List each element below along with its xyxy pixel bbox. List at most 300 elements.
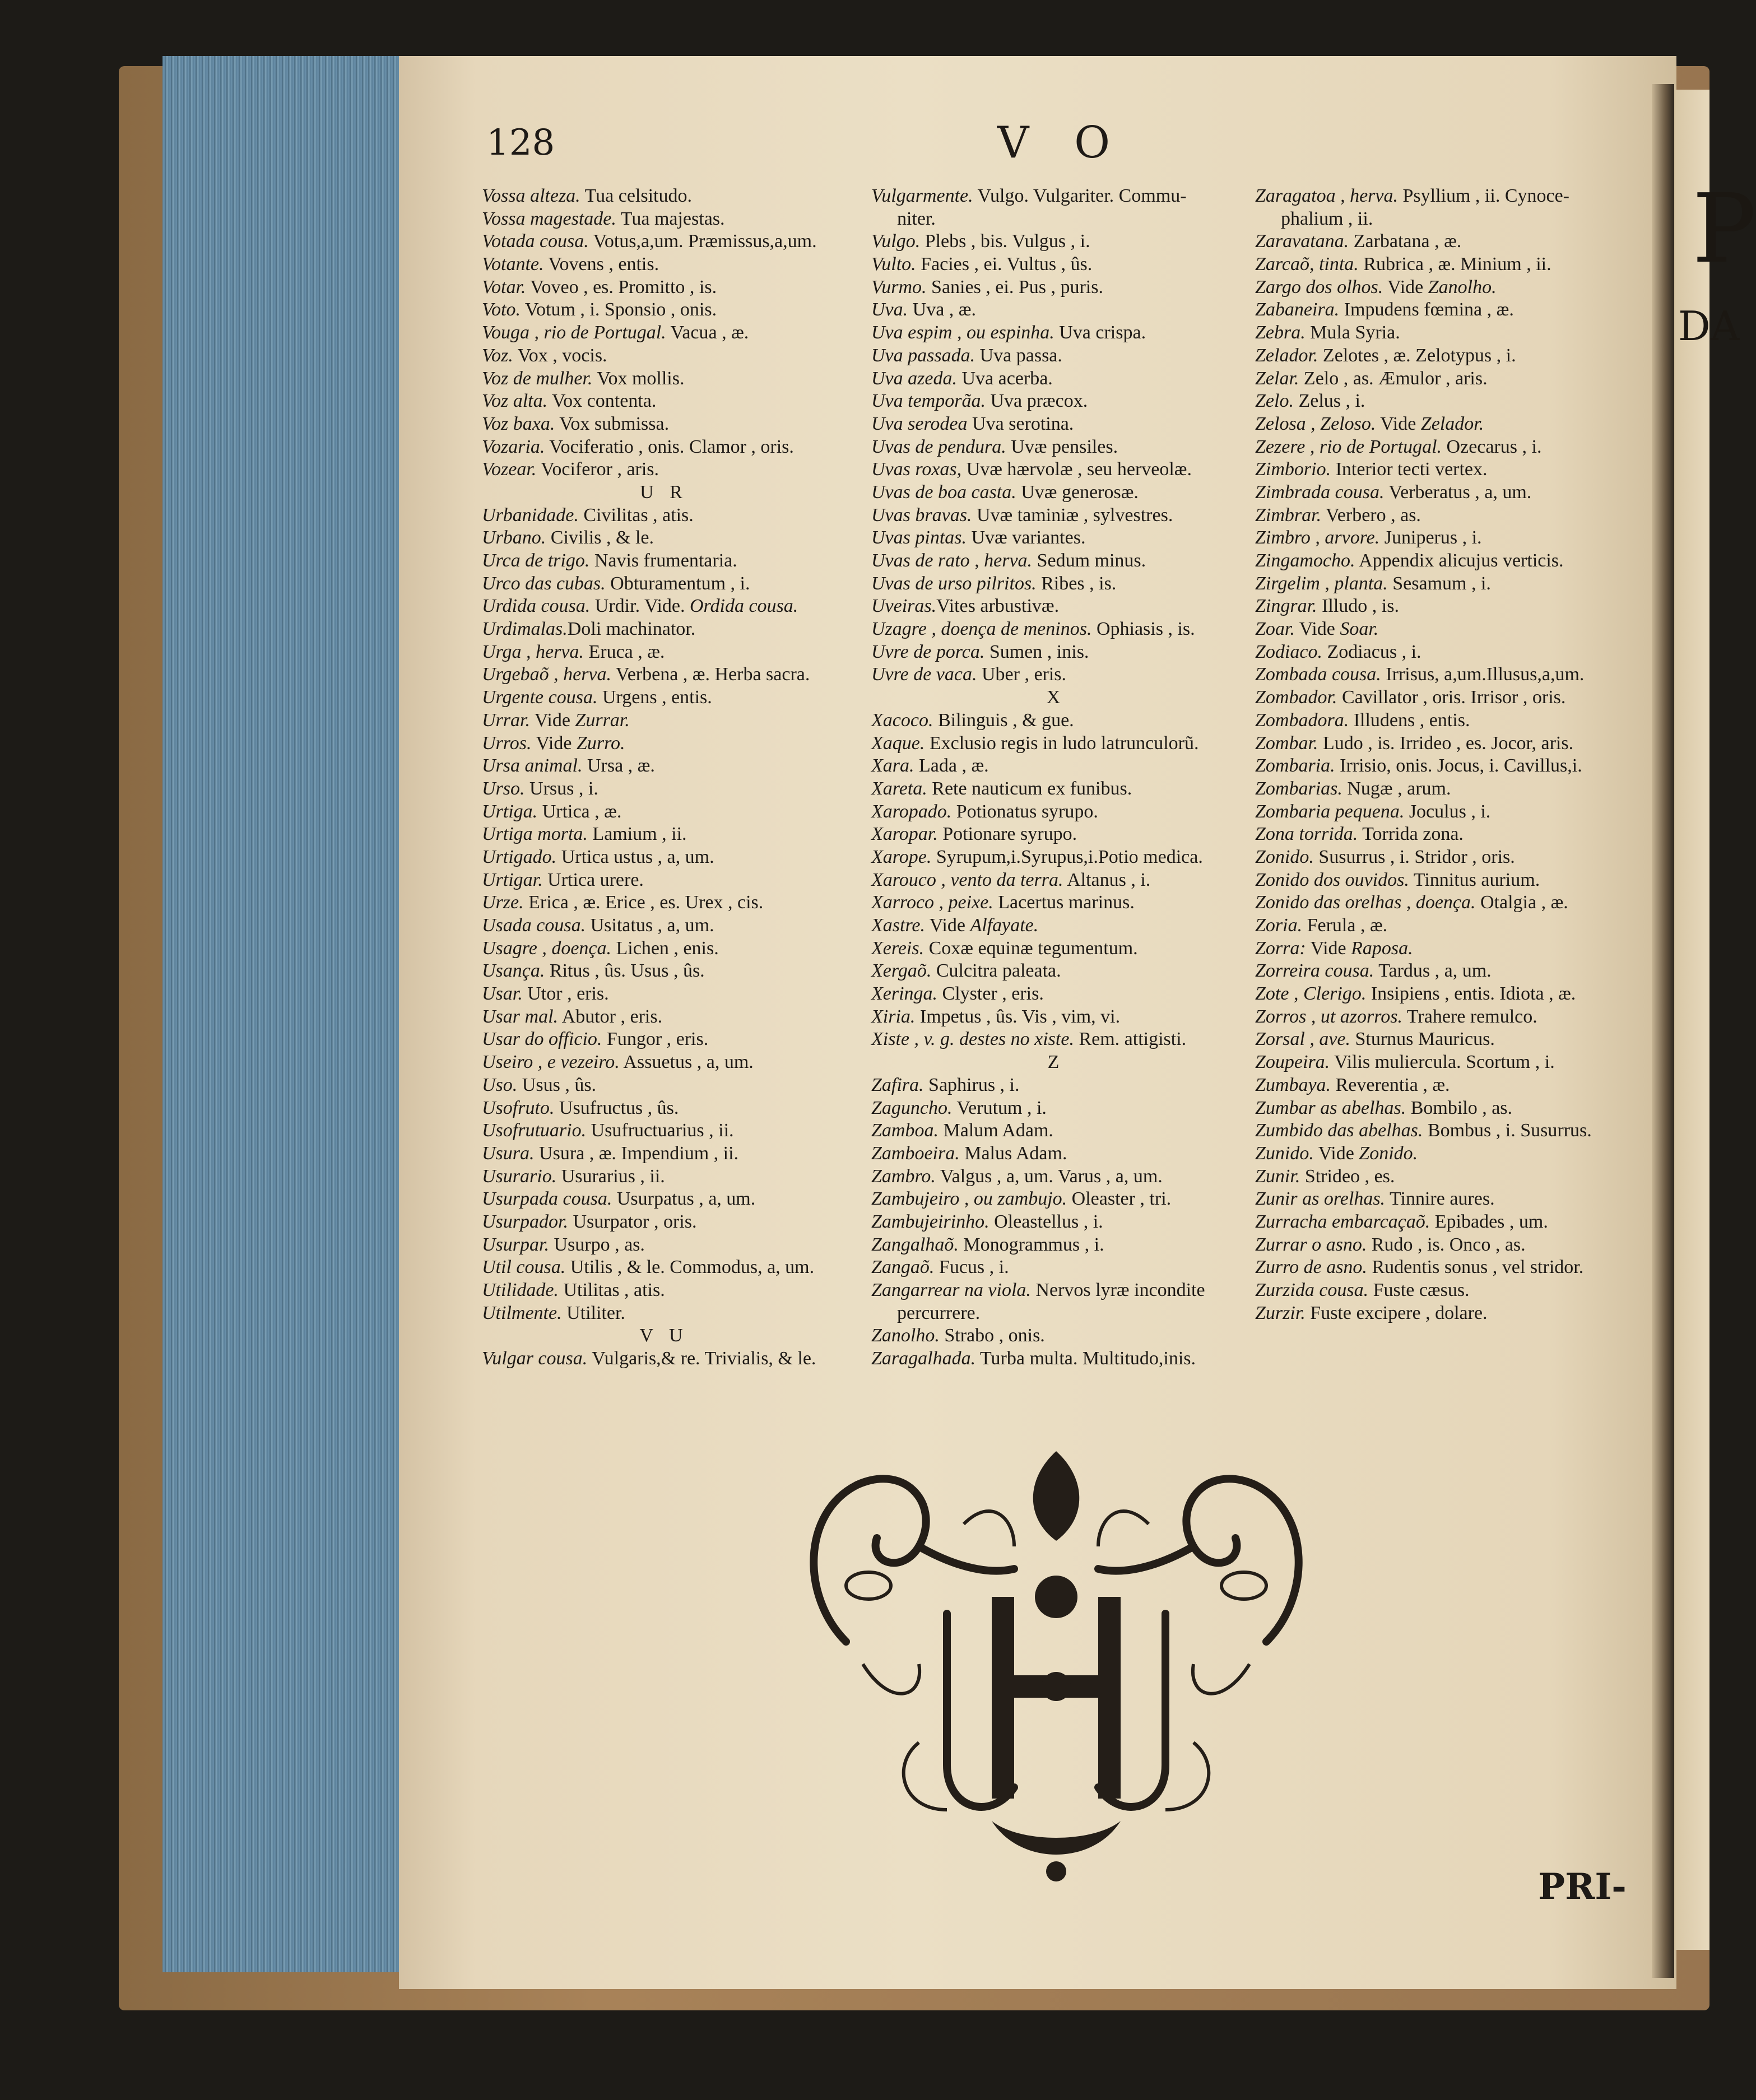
entry-definition: Verbena , æ. Herba sacra.	[611, 664, 810, 685]
entry-definition: Vide	[1313, 1142, 1359, 1164]
dictionary-entry	[482, 960, 846, 983]
entry-definition: Rete nauticum ex funibus.	[927, 778, 1132, 799]
entry-headword: Urze.	[482, 892, 524, 913]
entry-cross-reference: Zurrar.	[575, 709, 630, 731]
entry-definition: Mula Syria.	[1305, 322, 1400, 343]
dictionary-entry	[1255, 778, 1592, 801]
entry-headword: Vozear.	[482, 459, 537, 480]
entry-headword: Vulgarmente.	[871, 185, 973, 206]
entry-definition: Utiliter.	[561, 1302, 625, 1323]
entry-headword: Zamboeira.	[871, 1142, 960, 1164]
dictionary-entry	[871, 390, 1241, 413]
entry-definition: Uva serotina.	[967, 413, 1074, 434]
entry-headword: Urbano.	[482, 527, 546, 549]
entry-definition: Uber , eris.	[977, 664, 1067, 685]
entry-headword: Xaropar.	[871, 824, 938, 845]
entry-headword: Uvas de rato , herva.	[871, 550, 1033, 571]
dictionary-entry	[482, 801, 846, 824]
entry-definition: Vilis muliercula. Scortum , i.	[1330, 1052, 1555, 1073]
dictionary-entry	[871, 846, 1241, 869]
entry-headword: Zingrar.	[1255, 596, 1317, 617]
dictionary-entry	[482, 230, 846, 253]
entry-definition: Rudo , is. Onco , as.	[1367, 1234, 1526, 1255]
entry-definition: Rem. attigisti.	[1074, 1029, 1187, 1050]
entry-definition: Sedum minus.	[1032, 550, 1146, 571]
entry-headword: Usurpada cousa.	[482, 1188, 612, 1210]
entry-definition: Potionatus syrupo.	[951, 801, 1098, 822]
dictionary-entry	[482, 413, 846, 436]
entry-definition: Lada , æ.	[914, 755, 989, 777]
dictionary-entry	[871, 869, 1241, 892]
dictionary-entry	[871, 1142, 1241, 1165]
entry-headword: Uvre de porca.	[871, 641, 985, 662]
entry-headword: Vurmo.	[871, 276, 927, 298]
entry-definition: Turba multa. Multitudo,inis.	[975, 1348, 1196, 1369]
entry-definition: Tua majestas.	[616, 208, 725, 229]
entry-headword: Zonido.	[1255, 846, 1314, 867]
entry-headword: Urdida cousa.	[482, 596, 591, 617]
entry-definition: Uvæ taminiæ , sylvestres.	[972, 504, 1173, 526]
entry-definition: Zarbatana , æ.	[1349, 231, 1462, 252]
dictionary-entry	[482, 322, 846, 345]
entry-definition: Navis frumentaria.	[589, 550, 737, 571]
dictionary-entry	[1255, 1074, 1592, 1097]
dictionary-entry	[1255, 527, 1592, 550]
entry-definition: Usus , ûs.	[517, 1074, 597, 1095]
dictionary-entry	[1255, 185, 1592, 208]
dictionary-entry	[1255, 230, 1592, 253]
entry-definition: Usura , æ. Impendium , ii.	[534, 1142, 739, 1164]
entry-definition: Rudentis sonus , vel stridor.	[1367, 1257, 1584, 1278]
entry-headword: Urgebaõ , herva.	[482, 664, 612, 685]
dictionary-entry	[871, 550, 1241, 573]
entry-headword: Urtigar.	[482, 869, 543, 890]
dictionary-entry	[871, 208, 1241, 231]
entry-definition: Ursa , æ.	[582, 755, 655, 777]
dictionary-entry	[482, 208, 846, 231]
entry-headword: Vulgar cousa.	[482, 1348, 588, 1369]
entry-headword: Uva passada.	[871, 345, 975, 366]
entry-definition: Verberatus , a, um.	[1384, 481, 1532, 503]
entry-definition: Exclusio regis in ludo latrunculorũ.	[925, 732, 1199, 754]
entry-headword: Zurrar o asno.	[1255, 1234, 1367, 1255]
entry-headword: Zambujeirinho.	[871, 1211, 990, 1232]
entry-definition: Ribes , is.	[1036, 573, 1117, 594]
entry-definition: Oleaster , tri.	[1067, 1188, 1172, 1210]
entry-headword: Voz de mulher.	[482, 368, 593, 389]
entry-cross-reference: Alfayate.	[970, 915, 1039, 936]
dictionary-entry	[1255, 801, 1592, 824]
entry-definition: Vox contenta.	[547, 391, 657, 412]
entry-headword: Uveiras.	[871, 596, 937, 617]
entry-headword: Zunir.	[1255, 1165, 1300, 1187]
entry-headword: Xiria.	[871, 1006, 916, 1027]
entry-headword: Xara.	[871, 755, 914, 777]
woodcut-ornament	[779, 1429, 1334, 1888]
entry-headword: Xarope.	[871, 846, 932, 867]
dictionary-entry	[482, 641, 846, 664]
entry-definition: Vociferatio , onis. Clamor , oris.	[545, 436, 794, 457]
entry-definition: Vide	[1294, 619, 1340, 640]
entry-headword: Zombador.	[1255, 687, 1337, 708]
entry-headword: Zorsal , ave.	[1255, 1029, 1350, 1050]
entry-definition: Sesamum , i.	[1387, 573, 1491, 594]
dictionary-entry	[1255, 1119, 1592, 1142]
entry-definition: Vovens , entis.	[543, 254, 659, 275]
entry-definition: Reverentia , æ.	[1331, 1074, 1450, 1095]
dictionary-entry	[482, 1119, 846, 1142]
dictionary-entry	[871, 322, 1241, 345]
dictionary-entry	[482, 185, 846, 208]
entry-headword: Xareta.	[871, 778, 927, 799]
entry-headword: Voz baxa.	[482, 413, 555, 434]
entry-headword: Uva.	[871, 299, 908, 320]
entry-headword: Zombadora.	[1255, 709, 1349, 731]
entry-headword: Urtigado.	[482, 846, 557, 867]
dictionary-entry	[1255, 1234, 1592, 1257]
entry-definition: Sturnus Mauricus.	[1350, 1029, 1495, 1050]
entry-definition: Doli machinator.	[567, 619, 696, 640]
dictionary-entry	[1255, 1006, 1592, 1029]
dictionary-entry	[871, 1165, 1241, 1188]
dictionary-entry	[871, 914, 1241, 937]
dictionary-entry	[482, 527, 846, 550]
entry-definition: Voveo , es. Promitto , is.	[526, 276, 717, 298]
entry-definition: Susurrus , i. Stridor , oris.	[1313, 846, 1515, 867]
entry-definition: Tardus , a, um.	[1374, 960, 1492, 982]
entry-definition: Vide	[1306, 937, 1351, 959]
dictionary-entry	[482, 1279, 846, 1302]
entry-definition: Bilinguis , & gue.	[933, 709, 1074, 731]
entry-definition: Obturamentum , i.	[605, 573, 750, 594]
entry-headword: Zelo.	[1255, 391, 1294, 412]
dictionary-entry	[1255, 663, 1592, 686]
entry-headword: Usofrutuario.	[482, 1120, 587, 1141]
entry-headword: Util cousa.	[482, 1257, 566, 1278]
dictionary-entry	[1255, 504, 1592, 527]
dictionary-entry	[482, 1074, 846, 1097]
entry-definition: Interior tecti vertex.	[1331, 459, 1488, 480]
entry-definition: Nugæ , arum.	[1342, 778, 1451, 799]
dictionary-entry	[871, 345, 1241, 368]
entry-definition: Urtica ustus , a, um.	[556, 846, 714, 867]
dictionary-entry	[482, 368, 846, 391]
dictionary-entry	[482, 1188, 846, 1211]
entry-headword: Usar do officio.	[482, 1029, 602, 1050]
entry-headword: Votar.	[482, 276, 526, 298]
entry-definition: Urtica , æ.	[537, 801, 622, 822]
section-letter-heading: Z	[1047, 1052, 1065, 1073]
dictionary-entry	[871, 595, 1241, 618]
entry-headword: Zombar.	[1255, 732, 1318, 754]
dictionary-entry	[482, 891, 846, 914]
dictionary-entry	[1255, 686, 1592, 709]
entry-definition: Torrida zona.	[1358, 824, 1464, 845]
entry-headword: Uvre de vaca.	[871, 664, 977, 685]
dictionary-entry	[871, 230, 1241, 253]
dictionary-entry	[482, 1256, 846, 1279]
dictionary-entry	[482, 436, 846, 459]
entry-headword: Usurario.	[482, 1165, 557, 1187]
entry-definition: Bombus , i. Susurrus.	[1423, 1120, 1592, 1141]
dictionary-entry	[482, 778, 846, 801]
entry-definition: Vulgo. Vulgariter. Commu-	[973, 185, 1187, 206]
entry-headword: Voto.	[482, 299, 521, 320]
entry-headword: Zezere , rio de Portugal.	[1255, 436, 1442, 457]
entry-definition: Coxæ equinæ tegumentum.	[924, 937, 1138, 959]
entry-headword: Zaguncho.	[871, 1097, 953, 1118]
entry-definition: Facies , ei. Vultus , ûs.	[916, 254, 1093, 275]
page-block-edge	[162, 56, 406, 1972]
entry-headword: Uva temporãa.	[871, 391, 986, 412]
entry-definition: Usufructuarius , ii.	[586, 1120, 734, 1141]
dictionary-entry	[871, 1097, 1241, 1120]
entry-definition: Uvæ hærvolæ , seu herveolæ.	[961, 459, 1192, 480]
entry-definition: Juniperus , i.	[1379, 527, 1482, 549]
entry-definition: Tua celsitudo.	[580, 185, 692, 206]
entry-headword: Zimbrar.	[1255, 504, 1322, 526]
dictionary-entry	[1255, 550, 1592, 573]
entry-definition: Ritus , ûs. Usus , ûs.	[545, 960, 705, 982]
entry-headword: Uso.	[482, 1074, 518, 1095]
entry-definition: Irrisus, a,um.Illusus,a,um.	[1381, 664, 1585, 685]
entry-definition: Sanies , ei. Pus , puris.	[926, 276, 1103, 298]
dictionary-entry	[1255, 1165, 1592, 1188]
running-head: V O	[997, 118, 1126, 168]
dictionary-entry	[1255, 983, 1592, 1006]
dictionary-entry	[482, 504, 846, 527]
entry-headword: Xereis.	[871, 937, 925, 959]
entry-headword: Voz.	[482, 345, 513, 366]
dictionary-entry	[871, 663, 1241, 686]
entry-cross-reference: Zonido.	[1359, 1142, 1418, 1164]
entry-headword: Zorros , ut azorros.	[1255, 1006, 1402, 1027]
entry-headword: Xarroco , peixe.	[871, 892, 993, 913]
entry-definition: Votus,a,um. Præmissus,a,um.	[588, 231, 817, 252]
entry-headword: Urco das cubas.	[482, 573, 606, 594]
dictionary-entry	[1255, 732, 1592, 755]
entry-headword: Utilidade.	[482, 1280, 559, 1300]
entry-definition: Epibades , um.	[1430, 1211, 1548, 1232]
page-number: 128	[486, 122, 555, 164]
entry-cross-reference: Zanolho.	[1428, 276, 1497, 298]
dictionary-entry	[1255, 322, 1592, 345]
entry-headword: Usar mal.	[482, 1006, 559, 1027]
entry-headword: Zunido.	[1255, 1142, 1314, 1164]
dictionary-entry	[871, 413, 1241, 436]
entry-definition: Usurarius , ii.	[556, 1165, 665, 1187]
dictionary-entry	[482, 1165, 846, 1188]
entry-headword: Zimbro , arvore.	[1255, 527, 1380, 549]
entry-headword: Zurro de asno.	[1255, 1257, 1367, 1278]
entry-headword: Zombada cousa.	[1255, 664, 1381, 685]
entry-headword: Zoupeira.	[1255, 1052, 1330, 1073]
entry-definition: Saphirus , i.	[923, 1074, 1020, 1095]
entry-definition: Insipiens , entis. Idiota , æ.	[1366, 983, 1576, 1005]
entry-headword: Zarcaõ, tinta.	[1255, 254, 1359, 275]
dictionary-entry	[871, 823, 1241, 846]
entry-headword: Zaragatoa , herva.	[1255, 185, 1398, 206]
entry-definition: Vide	[925, 915, 970, 936]
entry-definition: Vox mollis.	[592, 368, 685, 389]
entry-definition: Assuetus , a, um.	[619, 1052, 754, 1073]
entry-headword: Xaque.	[871, 732, 925, 754]
entry-headword: Zangalhaõ.	[871, 1234, 959, 1255]
entry-headword: Usar.	[482, 983, 523, 1005]
dictionary-entry	[1255, 914, 1592, 937]
entry-headword: Zambro.	[871, 1165, 936, 1187]
dictionary-entry	[871, 618, 1241, 641]
dictionary-entry	[1255, 755, 1592, 778]
next-page-initial: P	[1692, 174, 1756, 285]
dictionary-entry	[482, 709, 846, 732]
entry-definition: Monogrammus , i.	[958, 1234, 1104, 1255]
entry-headword: Zanolho.	[871, 1325, 940, 1346]
entry-definition: Urgens , entis.	[597, 687, 712, 708]
entry-definition: Verbero , as.	[1321, 504, 1421, 526]
entry-headword: Zodiaco.	[1255, 641, 1322, 662]
dictionary-entry	[1255, 368, 1592, 391]
catchword: PRI-	[1538, 1866, 1627, 1908]
entry-headword: Uvas pintas.	[871, 527, 967, 549]
dictionary-entry	[871, 1211, 1241, 1234]
dictionary-entry	[482, 390, 846, 413]
section-letter-heading: V U	[639, 1325, 689, 1346]
entry-headword: Zorreira cousa.	[1255, 960, 1374, 982]
dictionary-entry	[482, 458, 846, 481]
dictionary-entry	[871, 504, 1241, 527]
entry-headword: Vulgo.	[871, 231, 921, 252]
entry-definition: Strabo , onis.	[939, 1325, 1045, 1346]
entry-definition: Uva , æ.	[908, 299, 976, 320]
dictionary-entry	[482, 732, 846, 755]
entry-definition: Syrupum,i.Syrupus,i.Potio medica.	[931, 846, 1203, 867]
dictionary-entry	[482, 1028, 846, 1051]
entry-definition: Fuste excipere , dolare.	[1305, 1302, 1488, 1323]
entry-definition: Psyllium , ii. Cynoce-	[1398, 185, 1569, 206]
entry-headword: Voz alta.	[482, 391, 548, 412]
entry-headword: Zelosa , Zeloso.	[1255, 413, 1376, 434]
dictionary-entry	[871, 983, 1241, 1006]
entry-headword: Zafira.	[871, 1074, 924, 1095]
entry-cross-reference: Soar.	[1340, 619, 1379, 640]
dictionary-entry	[482, 345, 846, 368]
dictionary-entry	[871, 458, 1241, 481]
entry-headword: Zelador.	[1255, 345, 1318, 366]
entry-headword: Zumbar as abelhas.	[1255, 1097, 1406, 1118]
entry-definition: Usurpo , as.	[549, 1234, 645, 1255]
dictionary-entry	[482, 983, 846, 1006]
book-gutter	[1652, 84, 1674, 1978]
dictionary-entry	[482, 253, 846, 276]
entry-headword: Xergaõ.	[871, 960, 932, 982]
entry-headword: Urga , herva.	[482, 641, 584, 662]
dictionary-entry	[1255, 1142, 1592, 1165]
entry-headword: Votada cousa.	[482, 231, 589, 252]
dictionary-entry	[482, 573, 846, 596]
entry-definition: Appendix alicujus verticis.	[1355, 550, 1564, 571]
dictionary-entry	[1255, 891, 1592, 914]
entry-definition: Uvæ variantes.	[967, 527, 1086, 549]
entry-headword: Xaropado.	[871, 801, 952, 822]
entry-definition: Vide	[529, 709, 575, 731]
dictionary-entry	[871, 276, 1241, 299]
entry-headword: Urros.	[482, 732, 532, 754]
entry-definition: Usurpator , oris.	[568, 1211, 697, 1232]
entry-headword: Uva serodea	[871, 413, 968, 434]
entry-headword: Xarouco , vento da terra.	[871, 869, 1063, 890]
entry-definition: Vulgaris,& re. Trivialis, & le.	[587, 1348, 816, 1369]
entry-headword: Urtiga.	[482, 801, 538, 822]
entry-headword: Uva azeda.	[871, 368, 957, 389]
dictionary-entry	[1255, 413, 1592, 436]
entry-definition: Impudens fœmina , æ.	[1339, 299, 1514, 320]
dictionary-entry	[871, 1348, 1241, 1370]
dictionary-entry	[482, 914, 846, 937]
dictionary-entry	[871, 709, 1241, 732]
dictionary-entry	[1255, 208, 1592, 231]
dictionary-entry	[871, 436, 1241, 459]
entry-cross-reference: Ordida cousa.	[690, 596, 798, 617]
entry-definition: Clyster , eris.	[937, 983, 1044, 1005]
dictionary-entry	[482, 823, 846, 846]
dictionary-entry	[1255, 253, 1592, 276]
dictionary-entry	[871, 937, 1241, 960]
entry-definition: Abutor , eris.	[558, 1006, 663, 1027]
entry-definition: percurrere.	[897, 1302, 981, 1323]
dictionary-entry	[871, 1006, 1241, 1029]
entry-headword: Votante.	[482, 254, 544, 275]
dictionary-entry	[871, 1119, 1241, 1142]
entry-headword: Uvas roxas,	[871, 459, 962, 480]
entry-definition: Vites arbustivæ.	[936, 596, 1060, 617]
entry-headword: Urbanidade.	[482, 504, 579, 526]
entry-headword: Zombarias.	[1255, 778, 1342, 799]
entry-headword: Zombaria.	[1255, 755, 1335, 777]
entry-definition: niter.	[897, 208, 936, 229]
dictionary-entry	[871, 891, 1241, 914]
dictionary-entry	[871, 1279, 1241, 1302]
entry-headword: Zambujeiro , ou zambujo.	[871, 1188, 1067, 1210]
dictionary-entry	[1255, 1256, 1592, 1279]
entry-headword: Zebra.	[1255, 322, 1306, 343]
entry-headword: Zunir as orelhas.	[1255, 1188, 1386, 1210]
entry-definition: Potionare syrupo.	[937, 824, 1077, 845]
entry-definition: Sumen , inis.	[984, 641, 1089, 662]
section-letter-heading: X	[1046, 687, 1066, 708]
dictionary-entry	[871, 1074, 1241, 1097]
entry-headword: Zelar.	[1255, 368, 1299, 389]
dictionary-entry	[871, 641, 1241, 664]
entry-definition: phalium , ii.	[1281, 208, 1373, 229]
entry-definition: Vacua , æ.	[666, 322, 749, 343]
entry-definition: Usitatus , a, um.	[586, 915, 714, 936]
dictionary-entry	[1255, 709, 1592, 732]
entry-headword: Vozaria.	[482, 436, 545, 457]
entry-headword: Urso.	[482, 778, 525, 799]
entry-definition: Illudo , is.	[1317, 596, 1399, 617]
entry-headword: Usança.	[482, 960, 545, 982]
entry-definition: Rubrica , æ. Minium , ii.	[1358, 254, 1551, 275]
entry-headword: Ursa animal.	[482, 755, 583, 777]
entry-definition: Trahere remulco.	[1402, 1006, 1537, 1027]
entry-headword: Vossa alteza.	[482, 185, 580, 206]
entry-headword: Zurzida cousa.	[1255, 1280, 1369, 1300]
dictionary-entry	[1255, 1028, 1592, 1051]
entry-headword: Xeringa.	[871, 983, 938, 1005]
entry-headword: Uvas de urso pilritos.	[871, 573, 1037, 594]
dictionary-entry	[1255, 276, 1592, 299]
